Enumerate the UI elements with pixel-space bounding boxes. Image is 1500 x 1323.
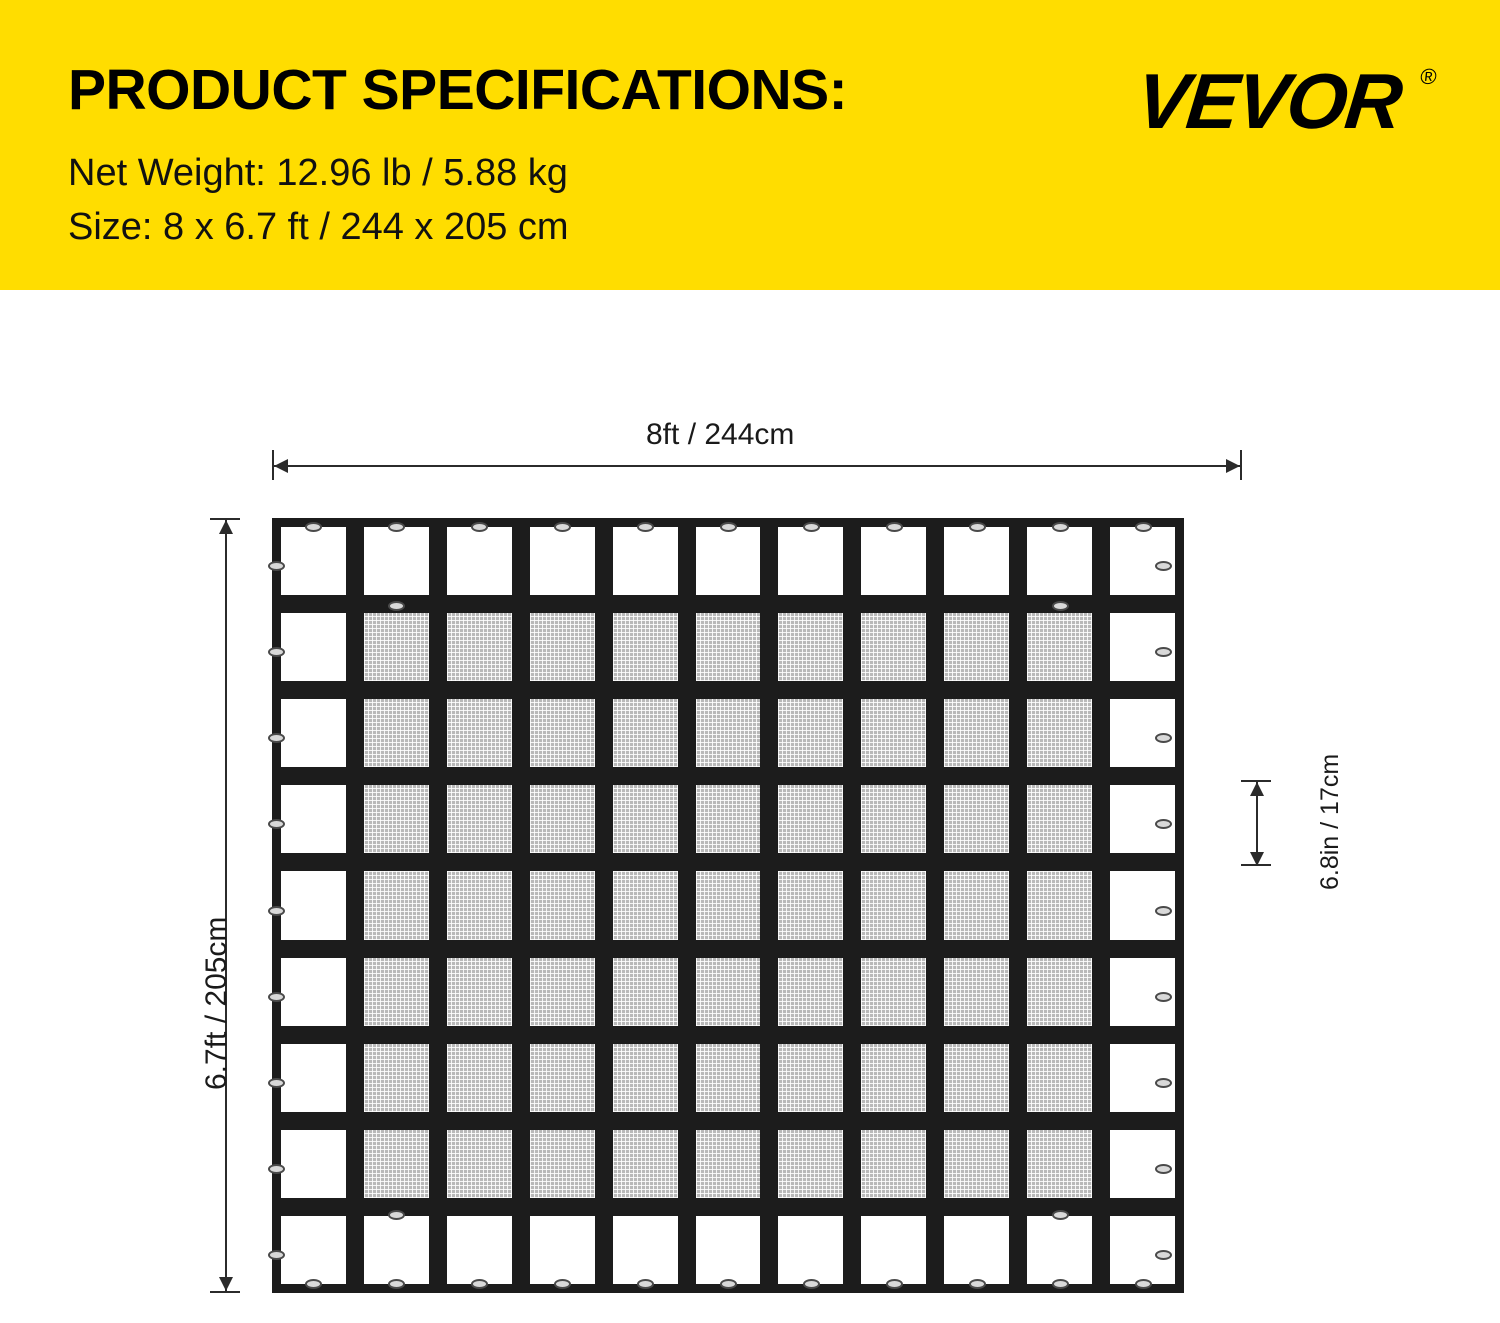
grommet-icon (1155, 906, 1172, 916)
size-text: Size: 8 x 6.7 ft / 244 x 205 cm (68, 206, 569, 248)
net-mesh-cell (447, 958, 512, 1026)
net-open-cell (364, 1216, 429, 1284)
net-mesh-cell (613, 785, 678, 853)
net-mesh-cell (1027, 1130, 1092, 1198)
net-open-cell (447, 527, 512, 595)
width-dimension-label: 8ft / 244cm (646, 418, 795, 451)
cell-size-arrow-down-icon (1250, 852, 1264, 866)
height-dimension-cap-bottom (210, 1291, 240, 1293)
net-open-cell (861, 1216, 926, 1284)
net-open-cell (696, 1216, 761, 1284)
net-mesh-cell (861, 871, 926, 939)
net-open-cell (613, 1216, 678, 1284)
net-mesh-cell (530, 699, 595, 767)
grommet-icon (1135, 1279, 1152, 1289)
net-mesh-cell (1027, 958, 1092, 1026)
height-dimension-line (225, 518, 227, 1293)
net-open-cell (281, 699, 346, 767)
net-mesh-cell (1027, 1044, 1092, 1112)
net-open-cell (778, 527, 843, 595)
net-mesh-cell (861, 785, 926, 853)
net-mesh-cell (447, 699, 512, 767)
net-mesh-cell (696, 613, 761, 681)
registered-trademark-icon: ® (1419, 64, 1436, 89)
grommet-icon (1155, 1164, 1172, 1174)
net-mesh-cell (530, 785, 595, 853)
grommet-icon (886, 1279, 903, 1289)
vevor-logo (1132, 57, 1436, 145)
net-mesh-cell (696, 1044, 761, 1112)
net-open-cell (281, 1130, 346, 1198)
cargo-net-illustration (272, 518, 1184, 1293)
width-dimension-line (272, 465, 1242, 467)
net-mesh-cell (530, 1044, 595, 1112)
net-mesh-cell (364, 1044, 429, 1112)
net-mesh-cell (447, 871, 512, 939)
grommet-icon (1135, 522, 1152, 532)
net-mesh-cell (613, 613, 678, 681)
net-mesh-cell (1027, 699, 1092, 767)
grommet-icon (1052, 1279, 1069, 1289)
grommet-icon (969, 522, 986, 532)
net-mesh-cell (944, 785, 1009, 853)
net-mesh-cell (364, 958, 429, 1026)
grommet-icon (1052, 522, 1069, 532)
cell-size-arrow-up-icon (1250, 782, 1264, 796)
grommet-icon (268, 992, 285, 1002)
net-mesh-cell (364, 613, 429, 681)
net-mesh-cell (447, 613, 512, 681)
net-open-cell (1027, 1216, 1092, 1284)
net-mesh-cell (778, 1130, 843, 1198)
height-arrow-up-icon (219, 520, 233, 534)
net-mesh-cell (696, 785, 761, 853)
grommet-icon (969, 1279, 986, 1289)
width-arrow-left-icon (274, 459, 288, 473)
net-mesh-cell (944, 958, 1009, 1026)
grommet-icon (637, 522, 654, 532)
net-mesh-cell (447, 1130, 512, 1198)
net-mesh-cell (613, 1044, 678, 1112)
net-open-cell (696, 527, 761, 595)
net-mesh-cell (613, 871, 678, 939)
grommet-icon (1155, 561, 1172, 571)
net-mesh-cell (944, 871, 1009, 939)
grommet-icon (1155, 992, 1172, 1002)
net-open-cell (778, 1216, 843, 1284)
net-open-cell (447, 1216, 512, 1284)
page-title: PRODUCT SPECIFICATIONS: (68, 58, 848, 122)
specifications-banner (0, 0, 1500, 290)
net-mesh-cell (944, 699, 1009, 767)
net-open-cell (281, 785, 346, 853)
net-open-cell (281, 527, 346, 595)
grommet-icon (1155, 1078, 1172, 1088)
net-mesh-cell (447, 785, 512, 853)
net-mesh-cell (696, 871, 761, 939)
net-mesh-cell (613, 699, 678, 767)
net-mesh-cell (530, 871, 595, 939)
net-mesh-cell (1027, 613, 1092, 681)
height-arrow-down-icon (219, 1277, 233, 1291)
grommet-icon (720, 522, 737, 532)
net-mesh-cell (861, 958, 926, 1026)
grommet-icon (720, 1279, 737, 1289)
net-mesh-cell (530, 958, 595, 1026)
net-mesh-cell (613, 958, 678, 1026)
net-open-cell (281, 1216, 346, 1284)
net-weight-text: Net Weight: 12.96 lb / 5.88 kg (68, 152, 568, 194)
net-open-cell (281, 613, 346, 681)
net-open-cell (944, 527, 1009, 595)
net-open-cell (944, 1216, 1009, 1284)
net-mesh-cell (530, 613, 595, 681)
product-dimension-diagram (0, 290, 1500, 1323)
net-open-cell (613, 527, 678, 595)
net-mesh-cell (364, 1130, 429, 1198)
net-open-cell (530, 527, 595, 595)
net-mesh-cell (861, 1130, 926, 1198)
grommet-icon (886, 522, 903, 532)
cell-size-label: 6.8in / 17cm (1316, 753, 1344, 890)
net-mesh-cell (778, 785, 843, 853)
net-open-cell (281, 958, 346, 1026)
net-mesh-cell (364, 871, 429, 939)
net-mesh-cell (778, 1044, 843, 1112)
net-mesh-cell (696, 958, 761, 1026)
grommet-icon (1155, 1250, 1172, 1260)
net-mesh-cell (530, 1130, 595, 1198)
grommet-icon (268, 1164, 285, 1174)
net-mesh-cell (696, 1130, 761, 1198)
net-mesh-cell (861, 1044, 926, 1112)
net-mesh-cell (364, 785, 429, 853)
net-mesh-cell (778, 613, 843, 681)
net-mesh-cell (1027, 785, 1092, 853)
net-open-cell (861, 527, 926, 595)
net-mesh-cell (944, 1044, 1009, 1112)
grommet-icon (268, 1078, 285, 1088)
grommet-icon (268, 561, 285, 571)
net-mesh-cell (364, 699, 429, 767)
net-mesh-cell (696, 699, 761, 767)
net-open-cell (281, 871, 346, 939)
brand-name: VEVOR (1132, 57, 1405, 145)
grommet-icon (637, 1279, 654, 1289)
net-open-cell (281, 1044, 346, 1112)
grommet-icon (1052, 601, 1069, 611)
net-mesh-cell (778, 958, 843, 1026)
net-mesh-cell (944, 1130, 1009, 1198)
grommet-icon (1052, 1210, 1069, 1220)
grommet-icon (803, 522, 820, 532)
net-mesh-cell (861, 613, 926, 681)
net-mesh-cell (944, 613, 1009, 681)
net-open-cell (1027, 527, 1092, 595)
net-open-cell (530, 1216, 595, 1284)
net-mesh-cell (613, 1130, 678, 1198)
net-mesh-cell (861, 699, 926, 767)
net-mesh-cell (447, 1044, 512, 1112)
cargo-net-grid (272, 518, 1184, 1293)
grommet-icon (268, 1250, 285, 1260)
net-mesh-cell (778, 871, 843, 939)
width-arrow-right-icon (1226, 459, 1240, 473)
net-open-cell (364, 527, 429, 595)
width-dimension-cap-right (1240, 450, 1242, 480)
height-dimension-label: 6.7ft / 205cm (200, 916, 233, 1090)
net-mesh-cell (778, 699, 843, 767)
grommet-icon (268, 906, 285, 916)
grommet-icon (803, 1279, 820, 1289)
net-mesh-cell (1027, 871, 1092, 939)
